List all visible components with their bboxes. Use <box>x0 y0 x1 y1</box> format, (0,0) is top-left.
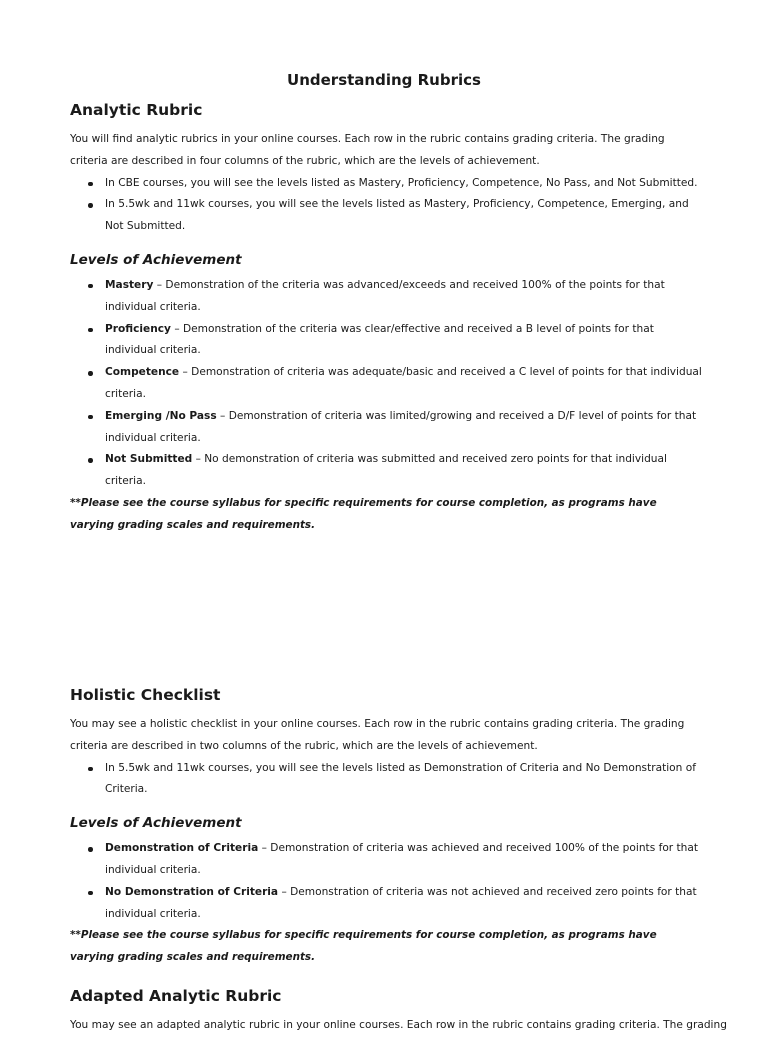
analytic-levels-list <box>70 275 704 493</box>
level-term: Mastery <box>105 278 154 291</box>
level-description: – Demonstration of criteria was not achieved and received zero points for that individual criteria. <box>105 885 697 920</box>
level-item <box>105 319 704 363</box>
analytic-rubric-section <box>70 100 704 537</box>
analytic-course-list <box>70 173 704 238</box>
level-term: No Demonstration of Criteria <box>105 885 279 898</box>
level-item <box>105 838 704 882</box>
level-item <box>105 449 704 493</box>
level-term: Proficiency <box>105 322 171 335</box>
level-item <box>105 406 704 450</box>
level-item <box>105 362 704 406</box>
list-item: In 5.5wk and 11wk courses, you will see the levels listed as Demonstration of Criteria and No Demonstration of Criteria. <box>105 758 704 802</box>
syllabus-note: **Please see the course syllabus for specific requirements for course completion, as programs have varying grading scales and requirements. <box>70 496 657 531</box>
level-description: – Demonstration of the criteria was clear/effective and received a B level of points for that individual criteria. <box>105 322 654 357</box>
analytic-rubric-heading: Analytic Rubric <box>70 101 203 119</box>
holistic-checklist-heading: Holistic Checklist <box>70 686 221 704</box>
holistic-levels-heading: Levels of Achievement <box>70 815 242 832</box>
list-item: In 5.5wk and 11wk courses, you will see the levels listed as Mastery, Proficiency, Competence, Emerging, and Not Submitted. <box>105 194 704 238</box>
level-description: – Demonstration of criteria was achieved and received 100% of the points for that individual criteria. <box>105 842 699 876</box>
adapted-intro: You may see an adapted analytic rubric in your online courses. Each row in the rubric contains grading criteria. The grading <box>70 1019 727 1031</box>
holistic-course-list <box>70 758 704 802</box>
adapted-rubric-heading: Adapted Analytic Rubric <box>70 987 282 1005</box>
level-term: Not Submitted <box>105 453 193 466</box>
holistic-intro: You may see a holistic checklist in your online courses. Each row in the rubric contains grading criteria. The grading criteria are described in two columns of the rubric, which are the levels of achievement. <box>70 718 685 752</box>
level-description: – No demonstration of criteria was submitted and received zero points for that individual criteria. <box>105 453 667 488</box>
holistic-checklist-section <box>70 685 704 969</box>
level-term: Emerging /No Pass <box>105 409 217 422</box>
adapted-rubric-section <box>70 986 727 1037</box>
level-item <box>105 275 704 319</box>
level-item <box>105 882 704 926</box>
level-term: Demonstration of Criteria <box>105 842 259 855</box>
level-description: – Demonstration of criteria was adequate/basic and received a C level of points for that individual criteria. <box>105 366 702 400</box>
page-title: Understanding Rubrics <box>287 71 481 89</box>
analytic-intro: You will find analytic rubrics in your online courses. Each row in the rubric contains grading criteria. The grading criteria are described in four columns of the rubric, which are the levels of achievement. <box>70 133 665 167</box>
level-description: – Demonstration of criteria was limited/growing and received a D/F level of points for that individual criteria. <box>105 409 697 444</box>
level-description: – Demonstration of the criteria was advanced/exceeds and received 100% of the points for that individual criteria. <box>105 278 665 313</box>
list-item: In CBE courses, you will see the levels listed as Mastery, Proficiency, Competence, No Pass, and Not Submitted. <box>105 173 704 195</box>
analytic-levels-heading: Levels of Achievement <box>70 251 242 268</box>
level-term: Competence <box>105 366 180 379</box>
holistic-levels-list <box>70 838 704 925</box>
syllabus-note: **Please see the course syllabus for specific requirements for course completion, as programs have varying grading scales and requirements. <box>70 929 657 964</box>
